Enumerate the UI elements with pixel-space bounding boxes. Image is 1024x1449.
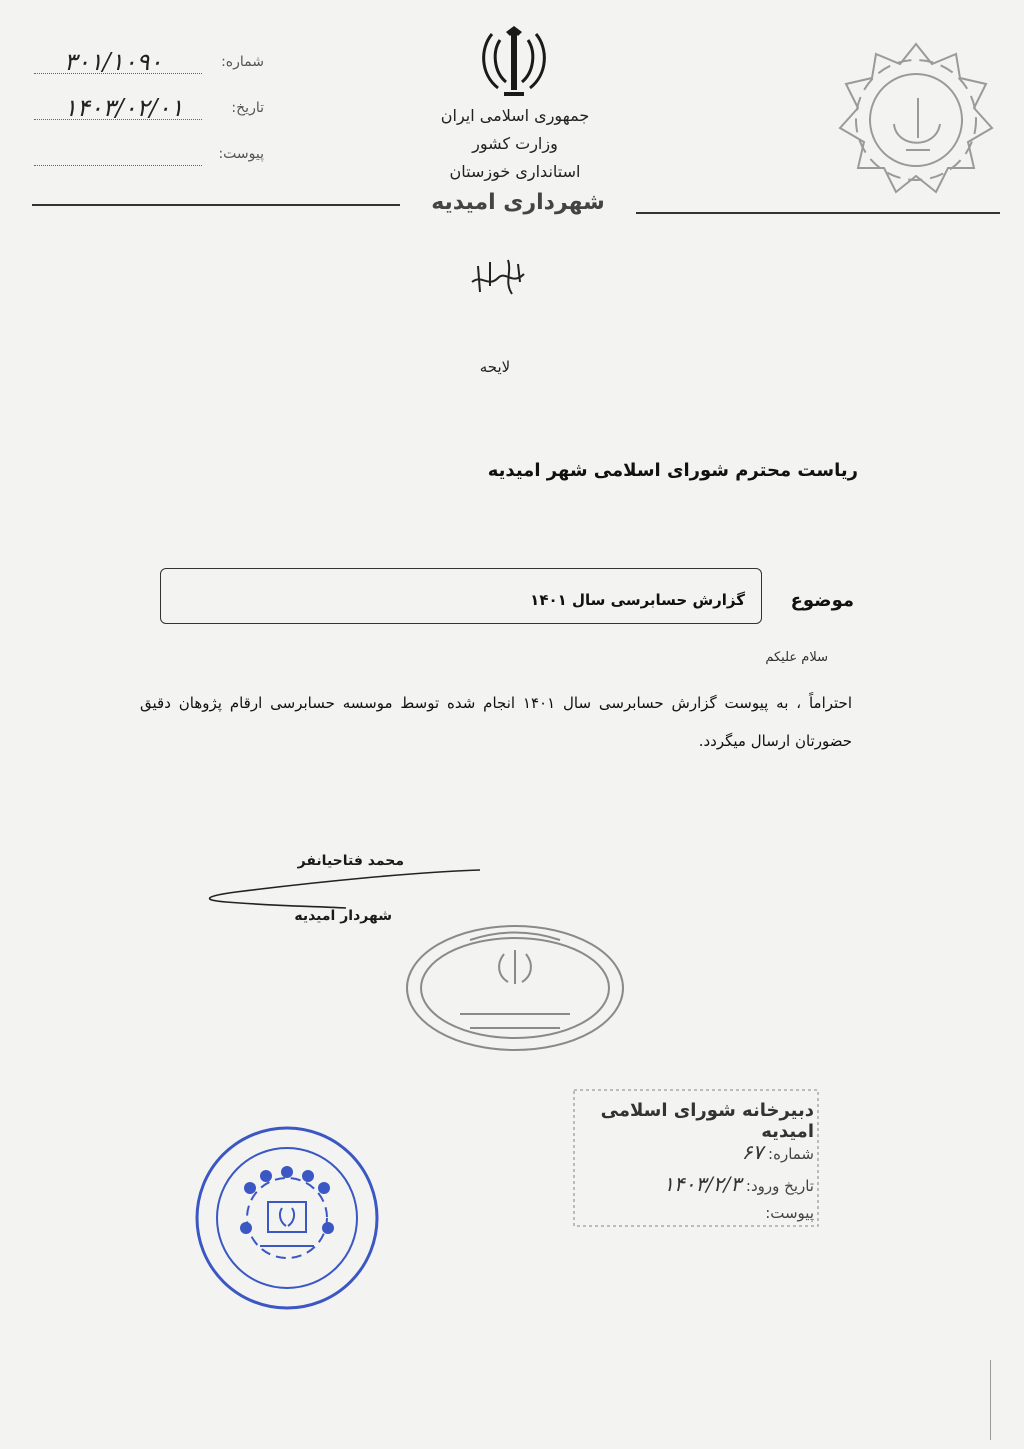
signer-name: محمد فتاحیانفر xyxy=(297,853,404,869)
registration-title: دبیرخانه شورای اسلامی امیدیه xyxy=(600,1100,814,1142)
subject-label: موضوع xyxy=(790,590,854,611)
registration-date-value: ۱۴۰۳/۲/۳ xyxy=(663,1172,742,1196)
registration-date-row xyxy=(663,1172,814,1196)
addressee: ریاست محترم شورای اسلامی شهر امیدیه xyxy=(487,460,858,481)
org-line-2: وزارت کشور xyxy=(472,134,558,153)
registration-attachment-label: پیوست: xyxy=(765,1204,814,1222)
header-rule-right xyxy=(636,212,1000,214)
invocation-calligraphy-icon xyxy=(468,252,532,302)
municipality-name: شهرداری امیدیه xyxy=(431,190,605,215)
registration-number-label: شماره: xyxy=(768,1145,814,1163)
registration-attachment-row xyxy=(765,1204,814,1222)
governorate-stamp-icon xyxy=(400,918,630,1058)
org-line-3: استانداری خوزستان xyxy=(449,162,581,181)
letter-attachment-row xyxy=(34,144,264,170)
letter-date-value: ۱۴۰۳/۰۲/۰۱ xyxy=(64,94,184,122)
registration-number-value: ۶۷ xyxy=(741,1140,764,1164)
signer-title: شهردار امیدیه xyxy=(294,908,392,924)
handwritten-signature xyxy=(196,862,486,912)
letter-number-value: ۳۰۱/۱۰۹۰ xyxy=(64,48,163,76)
registration-stamp xyxy=(572,1088,820,1228)
letter-attachment-label: پیوست: xyxy=(218,146,264,162)
subject-text: گزارش حسابرسی سال ۱۴۰۱ xyxy=(530,591,745,609)
scan-edge-line xyxy=(990,1360,991,1440)
dotted-line xyxy=(34,165,202,166)
org-line-1: جمهوری اسلامی ایران xyxy=(440,106,590,125)
body-text: احتراماً ، به پیوست گزارش حسابرسی سال ۱۴۰۱ انجام شده توسط موسسه حسابرسی ارقام پژوهان دقیق حضورتان ارسال میگردد. xyxy=(140,694,852,750)
city-council-stamp-icon xyxy=(190,1120,384,1316)
registration-number-row xyxy=(742,1140,814,1164)
header-rule-left xyxy=(32,204,400,206)
letter-date-label: تاریخ: xyxy=(231,100,264,116)
letter-date-row xyxy=(34,94,264,124)
municipality-logo-icon xyxy=(836,38,996,202)
letter-number-row xyxy=(34,48,264,78)
registration-date-label: تاریخ ورود: xyxy=(745,1177,814,1195)
greeting: سلام علیکم xyxy=(765,650,828,665)
subject-box xyxy=(160,568,762,624)
document-title: لایحه xyxy=(479,358,511,376)
letter-number-label: شماره: xyxy=(221,54,264,70)
iran-emblem-icon xyxy=(478,26,550,102)
